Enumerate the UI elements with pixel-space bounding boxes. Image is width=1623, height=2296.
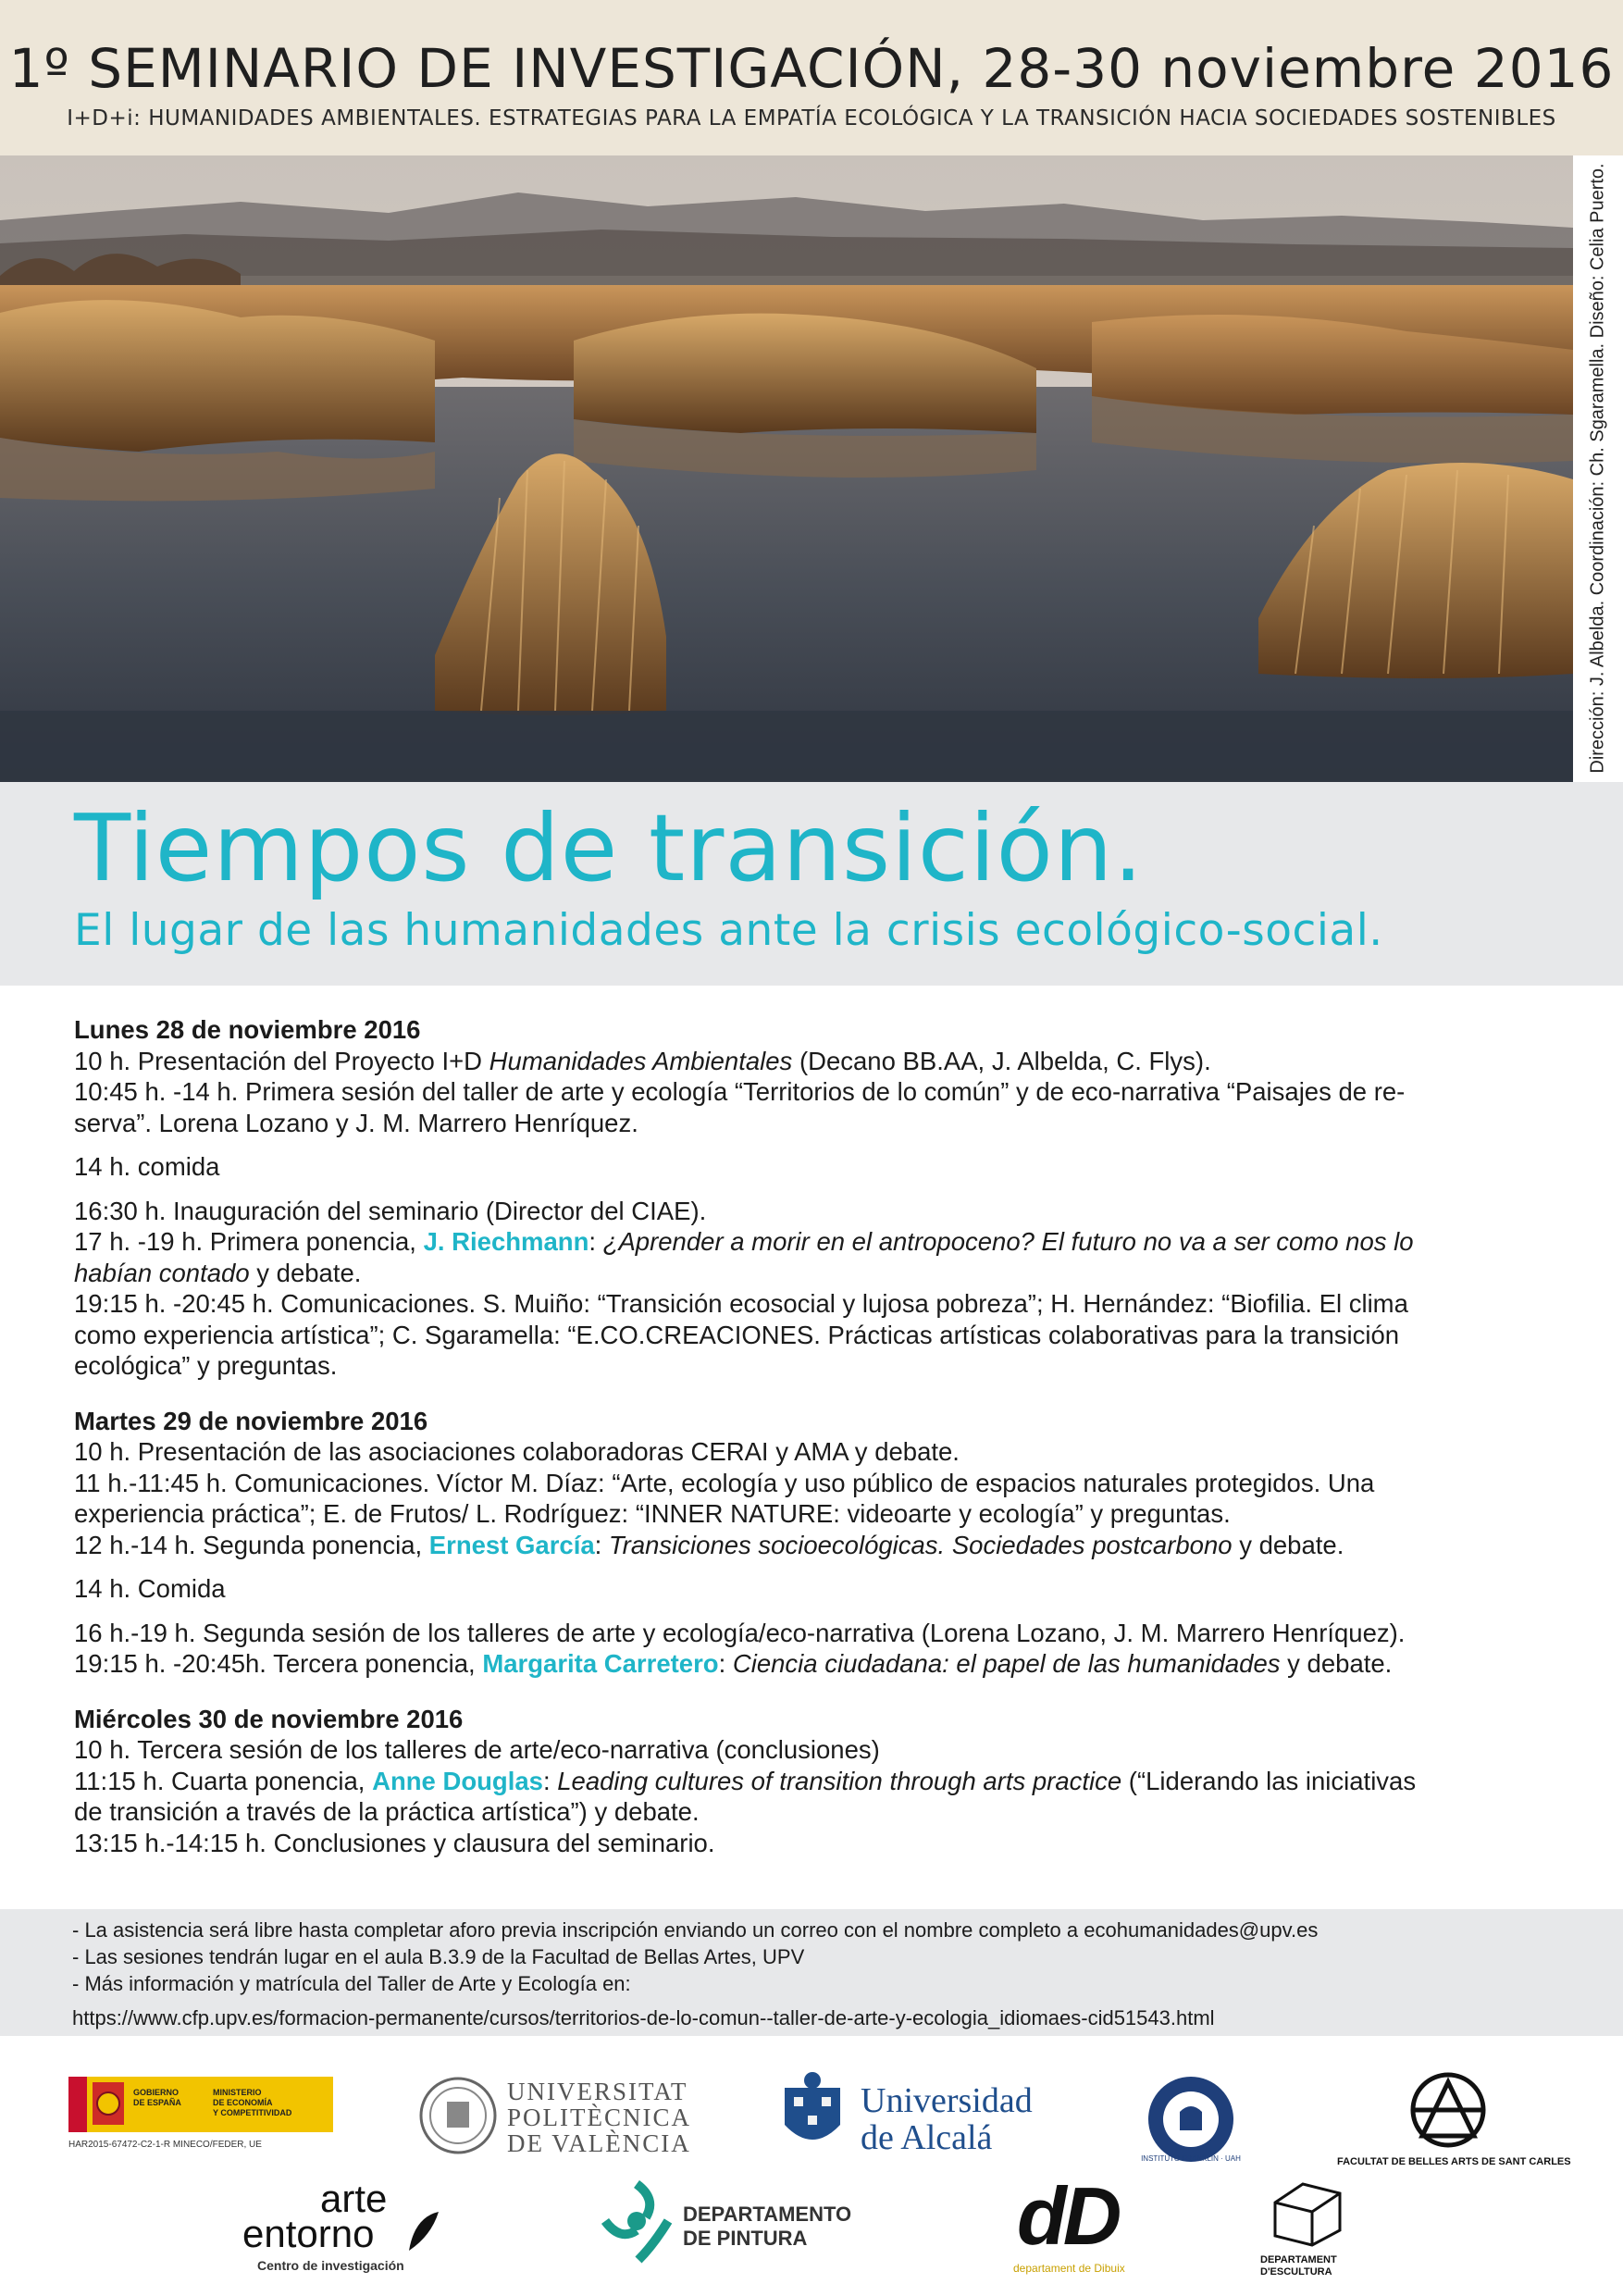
alcala-line: de Alcalá [861, 2118, 993, 2157]
speaker-name: Margarita Carretero [482, 1649, 719, 1678]
line-text: y debate. [249, 1258, 362, 1287]
franklin-label: INSTITUTO FRANKLIN · UAH [1141, 2154, 1241, 2163]
gov-line: DE ECONOMÍA [213, 2098, 273, 2107]
lunch-line: 14 h. comida [74, 1152, 220, 1181]
escultura-line: D'ESCULTURA [1260, 2266, 1332, 2277]
line-text: y debate. [1280, 1649, 1393, 1678]
upv-line: UNIVERSITAT [507, 2078, 688, 2105]
bellas-artes-label: FACULTAT DE BELLES ARTS DE SANT CARLES [1337, 2156, 1571, 2167]
program-line: experiencia práctica”; E. de Frutos/ L. Rodríguez: “INNER NATURE: videoarte y ecología” y preguntas. [74, 1499, 1231, 1528]
line-text: : [542, 1766, 558, 1795]
program-line: como experiencia artística”; C. Sgaramella: “E.CO.CREACIONES. Prácticas artísticas colaborativas para la transición [74, 1320, 1400, 1349]
banner-subtitle: El lugar de las humanidades ante la crisis ecológico-social. [74, 905, 1383, 956]
seminar-title: 1º SEMINARIO DE INVESTIGACIÓN, 28-30 noviembre 2016 [8, 37, 1615, 100]
line-text: 10 h. Presentación del Proyecto I+D [74, 1046, 489, 1075]
notes [72, 1917, 1590, 2031]
speaker-name: Anne Douglas [372, 1766, 543, 1795]
wetland-landscape-image [0, 155, 1573, 782]
gov-line: MINISTERIO [213, 2088, 262, 2097]
day-tuesday [74, 1406, 1555, 1680]
program-line [74, 1648, 1555, 1680]
program-line: ecológica” y preguntas. [74, 1351, 338, 1380]
talk-title: Ciencia ciudadana: el papel de las humanidades [732, 1649, 1281, 1678]
gov-code: HAR2015-67472-C2-1-R MINECO/FEDER, UE [68, 2140, 262, 2150]
info-link[interactable]: https://www.cfp.upv.es/formacion-permanente/cursos/territorios-de-lo-comun--taller-de-arte-y-ecologia_idiomaes-cid51543.html [72, 2006, 1215, 2029]
logo-departamento-pintura [601, 2180, 861, 2282]
note-line: - Más información y matrícula del Taller de Arte y Ecología en: [72, 1972, 631, 1995]
talk-title: ¿Aprender a morir en el antropoceno? El futuro no va a ser como nos lo [602, 1227, 1414, 1256]
gov-line: GOBIERNO [133, 2088, 180, 2097]
logo-departament-escultura [1257, 2175, 1368, 2286]
program-line: 10 h. Presentación de las asociaciones colaboradoras CERAI y AMA y debate. [74, 1437, 960, 1466]
program-line: 16 h.-19 h. Segunda sesión de los talleres de arte y ecología/eco-narrativa (Lorena Lozano, J. M. Marrero Henríquez). [74, 1618, 1406, 1647]
program-line: 11 h.-11:45 h. Comunicaciones. Víctor M. Díaz: “Arte, ecología y uso público de espacios naturales protegidos. Una [74, 1468, 1375, 1497]
program-line: 19:15 h. -20:45 h. Comunicaciones. S. Muiño: “Transición ecosocial y lujosa pobreza”; H. Hernández: “Biofilia. El clima [74, 1289, 1408, 1318]
logo-facultat-bellas-artes [1337, 2069, 1571, 2171]
program-line: 10 h. Tercera sesión de los talleres de arte/eco-narrativa (conclusiones) [74, 1735, 880, 1764]
alcala-line: Universidad [861, 2081, 1033, 2120]
line-text: : [588, 1227, 603, 1256]
banner-title: Tiempos de transición. [74, 794, 1145, 902]
program-line [74, 1226, 1555, 1258]
talk-title: Leading cultures of transition through arts practice [557, 1766, 1122, 1795]
line-text: y debate. [1232, 1530, 1344, 1559]
logo-gobierno [65, 2069, 333, 2162]
logo-departament-dibuix [1013, 2170, 1161, 2286]
credit-text [1573, 155, 1623, 782]
entorno-line: entorno [242, 2212, 375, 2255]
line-text: : [718, 1649, 733, 1678]
upv-line: POLITÈCNICA [507, 2104, 691, 2131]
day-wednesday [74, 1704, 1555, 1859]
day-heading: Miércoles 30 de noviembre 2016 [74, 1704, 464, 1733]
logo-arte-entorno [239, 2177, 442, 2282]
day-heading: Martes 29 de noviembre 2016 [74, 1406, 428, 1435]
line-text: 19:15 h. -20:45h. Tercera ponencia, [74, 1649, 483, 1678]
program-line [74, 1046, 1555, 1077]
line-text: 17 h. -19 h. Primera ponencia, [74, 1227, 424, 1256]
logo-upv [416, 2069, 691, 2162]
program-line: de transición a través de la práctica artística”) y debate. [74, 1797, 700, 1826]
gov-line: Y COMPETITIVIDAD [213, 2108, 292, 2117]
project-name: Humanidades Ambientales [489, 1046, 793, 1075]
note-line: - Las sesiones tendrán lugar en el aula B.3.9 de la Facultad de Bellas Artes, UPV [72, 1945, 805, 1968]
program-line: 10:45 h. -14 h. Primera sesión del taller de arte y ecología “Territorios de lo común” y de eco-narrativa “Paisajes de re- [74, 1077, 1406, 1106]
arte-entorno-caption: Centro de investigación [257, 2258, 404, 2273]
dibuix-label: departament de Dibuix [1013, 2262, 1125, 2275]
program-line [74, 1766, 1555, 1797]
logo-instituto-franklin [1141, 2073, 1241, 2166]
logo-alcala [775, 2069, 1062, 2162]
escultura-line: DEPARTAMENT [1260, 2254, 1337, 2265]
speaker-name: J. Riechmann [423, 1227, 589, 1256]
dibuix-mark: dD [1017, 2170, 1119, 2262]
line-text: : [594, 1530, 609, 1559]
day-monday [74, 1014, 1555, 1382]
day-heading: Lunes 28 de noviembre 2016 [74, 1015, 421, 1044]
program-line [74, 1530, 1555, 1561]
pintura-line: DE PINTURA [683, 2227, 808, 2250]
line-text: (Decano BB.AA, J. Albelda, C. Flys). [792, 1046, 1211, 1075]
upv-line: DE VALÈNCIA [507, 2129, 691, 2157]
note-line: - La asistencia será libre hasta completar aforo previa inscripción enviando un correo con el nombre completo a ecohumanidades@upv.es [72, 1918, 1319, 1942]
program-line: serva”. Lorena Lozano y J. M. Marrero Henríquez. [74, 1108, 638, 1137]
program-line [74, 1258, 1555, 1289]
talk-title: habían contado [74, 1258, 250, 1287]
pintura-line: DEPARTAMENTO [683, 2203, 852, 2226]
speaker-name: Ernest García [428, 1530, 595, 1559]
seminar-subtitle: I+D+i: HUMANIDADES AMBIENTALES. ESTRATEGIAS PARA LA EMPATÍA ECOLÓGICA Y LA TRANSICIÓN HACIA SOCIEDADES SOSTENIBLES [67, 106, 1556, 130]
gov-line: DE ESPAÑA [133, 2098, 181, 2107]
line-text: (“Liderando las iniciativas [1121, 1766, 1417, 1795]
arte-line: arte [320, 2177, 388, 2220]
talk-title: Transiciones socioecológicas. Sociedades postcarbono [608, 1530, 1233, 1559]
lunch-line: 14 h. Comida [74, 1574, 226, 1603]
program-line: 16:30 h. Inauguración del seminario (Director del CIAE). [74, 1196, 707, 1225]
credit-line: Dirección: J. Albelda. Coordinación: Ch. Sgaramella. Diseño: Celia Puerto. [1587, 163, 1608, 774]
program-line: 13:15 h.-14:15 h. Conclusiones y clausura del seminario. [74, 1828, 715, 1857]
line-text: 12 h.-14 h. Segunda ponencia, [74, 1530, 429, 1559]
line-text: 11:15 h. Cuarta ponencia, [74, 1766, 373, 1795]
program [74, 1014, 1555, 1858]
